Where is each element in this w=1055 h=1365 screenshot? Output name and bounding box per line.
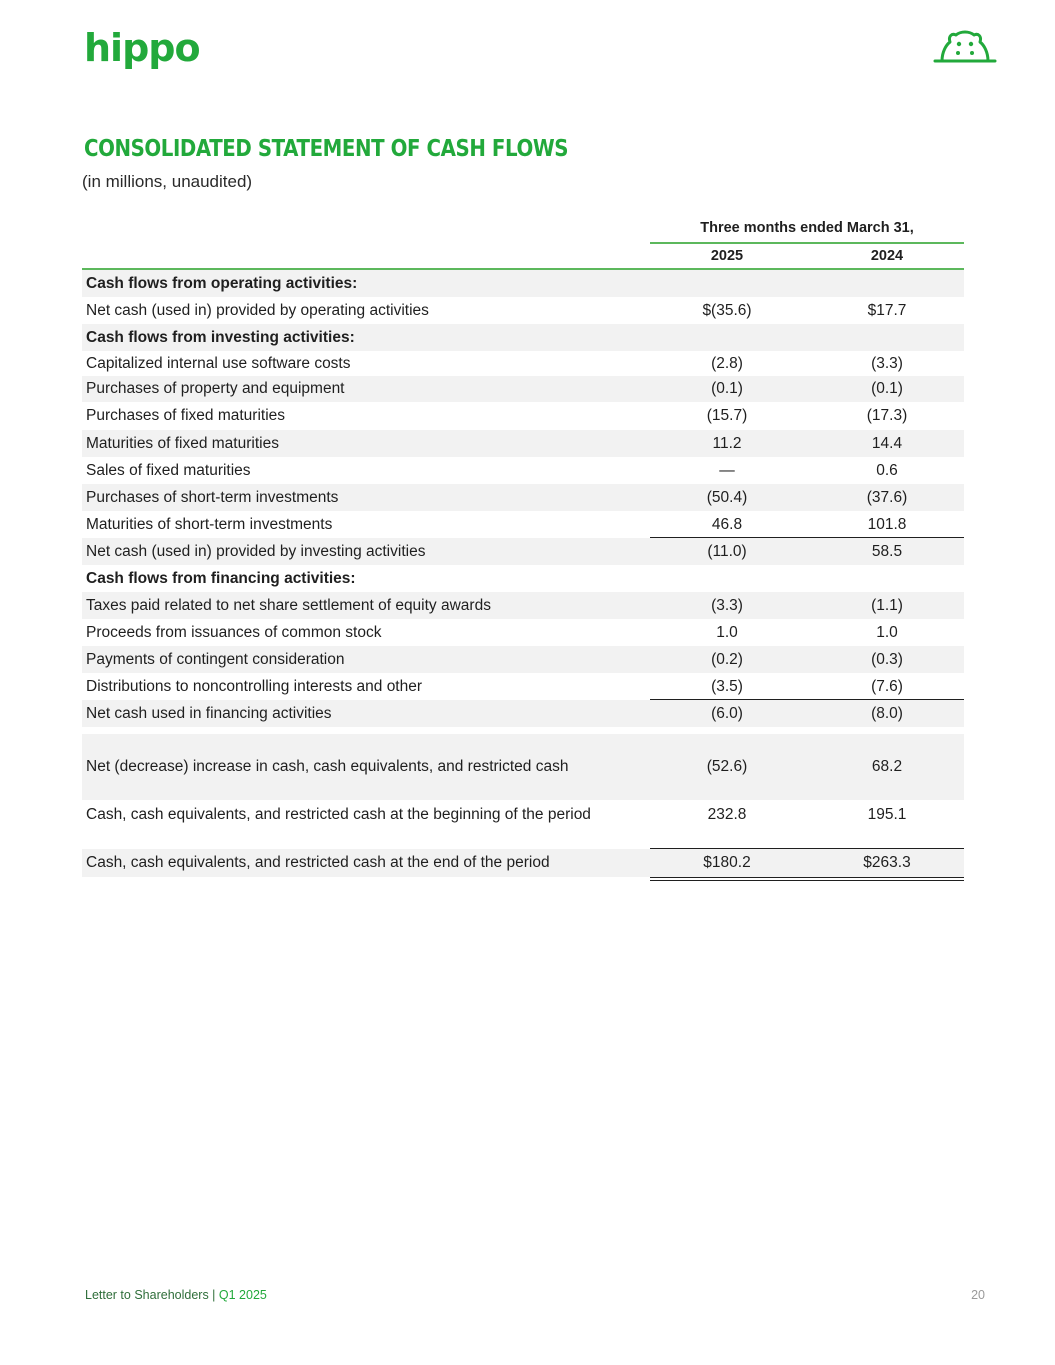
value-2024: (0.3) (871, 650, 903, 668)
table-row (82, 430, 964, 457)
value-2024: (1.1) (871, 596, 903, 614)
value-2025: (2.8) (711, 354, 743, 372)
value-2024: 1.0 (876, 623, 898, 641)
footer-text: Letter to Shareholders | (85, 1288, 219, 1302)
year-header-2024: 2024 (870, 248, 904, 264)
value-2024: (3.3) (871, 354, 903, 372)
row-label: Cash flows from operating activities: (86, 274, 358, 292)
table-row (82, 565, 964, 592)
row-label: Maturities of short-term investments (86, 515, 333, 533)
value-2025: (50.4) (706, 488, 748, 506)
table-row (82, 800, 964, 830)
table-row (82, 619, 964, 646)
value-2025: $(35.6) (702, 301, 752, 319)
row-label: Net (decrease) increase in cash, cash equivalents, and restricted cash (86, 758, 569, 775)
row-label: Net cash used in financing activities (86, 704, 332, 722)
row-label: Distributions to noncontrolling interests and other (86, 677, 423, 695)
value-2024: (0.1) (871, 380, 903, 397)
row-label: Cash, cash equivalents, and restricted cash at the end of the period (86, 854, 550, 871)
row-label: Purchases of short-term investments (86, 488, 339, 506)
value-2025: (3.3) (711, 596, 743, 614)
table-row (82, 700, 964, 727)
value-2024: 195.1 (867, 806, 907, 823)
value-2025: (0.2) (711, 650, 743, 668)
table-row (82, 376, 964, 402)
table-row (82, 297, 964, 324)
table-row (82, 646, 964, 673)
value-2024: (7.6) (871, 677, 903, 695)
table-row (82, 351, 964, 376)
table-row (82, 402, 964, 430)
row-label: Sales of fixed maturities (86, 461, 251, 479)
row-label: Maturities of fixed maturities (86, 434, 279, 452)
value-2024: (37.6) (866, 488, 908, 506)
value-2024: $263.3 (863, 854, 911, 871)
value-2025: (15.7) (706, 407, 748, 424)
page-title: CONSOLIDATED STATEMENT OF CASH FLOWS (84, 136, 569, 162)
row-label: Cash flows from financing activities: (86, 569, 356, 587)
footer-quarter: Q1 2025 (218, 1288, 267, 1302)
table-row (82, 457, 964, 484)
footer (85, 1288, 267, 1302)
row-label: Purchases of fixed maturities (86, 407, 286, 424)
value-2025: $180.2 (703, 854, 751, 871)
value-2024: 14.4 (871, 434, 903, 452)
total-double-rule (650, 877, 964, 878)
table-row (82, 592, 964, 619)
total-double-rule (650, 880, 964, 881)
value-2024: (8.0) (871, 704, 903, 722)
value-2024: 0.6 (876, 461, 898, 479)
row-label: Taxes paid related to net share settlement of equity awards (86, 596, 491, 614)
row-label: Capitalized internal use software costs (86, 354, 351, 372)
value-2025: 232.8 (707, 806, 747, 823)
value-2024: (17.3) (866, 407, 908, 424)
row-label: Proceeds from issuances of common stock (86, 623, 382, 641)
row-label: Cash flows from investing activities: (86, 328, 355, 346)
value-2024: 58.5 (871, 542, 903, 560)
value-2025: 1.0 (716, 623, 738, 641)
hippo-mascot-icon (932, 30, 998, 64)
hippo-logo: hippo (84, 26, 200, 70)
table-row (82, 673, 964, 700)
value-2024: 101.8 (867, 515, 907, 533)
value-2025: — (719, 461, 735, 479)
table-row (82, 734, 964, 800)
row-label: Purchases of property and equipment (86, 380, 345, 397)
table-row (82, 324, 964, 351)
table-row (82, 270, 964, 297)
period-header: Three months ended March 31, (650, 220, 964, 244)
value-2025: (3.5) (711, 677, 743, 695)
table-row (82, 849, 964, 877)
value-2024: $17.7 (867, 301, 907, 319)
row-label: Net cash (used in) provided by operating activities (86, 301, 429, 319)
value-2025: (6.0) (711, 704, 743, 722)
page-number: 20 (971, 1288, 985, 1302)
table-row (82, 511, 964, 538)
row-label: Net cash (used in) provided by investing activities (86, 542, 426, 560)
value-2025: (52.6) (706, 758, 748, 775)
value-2024: 68.2 (871, 758, 903, 775)
value-2025: (11.0) (707, 542, 747, 560)
table-row (82, 538, 964, 565)
row-label: Cash, cash equivalents, and restricted cash at the beginning of the period (86, 806, 591, 823)
year-header-2025: 2025 (710, 248, 744, 264)
page-subtitle: (in millions, unaudited) (82, 172, 253, 191)
table-row (82, 484, 964, 511)
value-2025: (0.1) (711, 380, 743, 397)
value-2025: 11.2 (712, 434, 742, 452)
row-label: Payments of contingent consideration (86, 650, 345, 668)
value-2025: 46.8 (711, 515, 743, 533)
